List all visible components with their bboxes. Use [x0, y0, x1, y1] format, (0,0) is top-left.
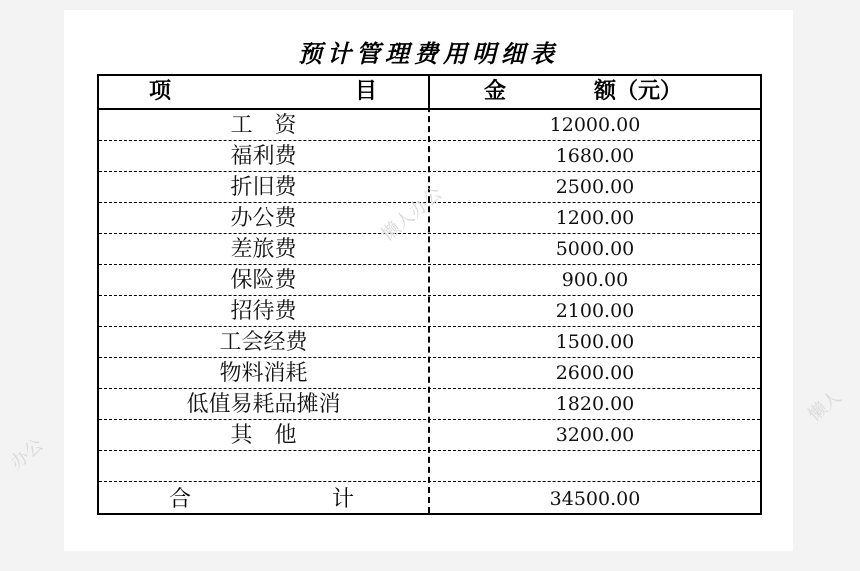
table-row: [99, 234, 760, 265]
table-header: [99, 76, 760, 110]
expense-table: [97, 74, 762, 515]
header-divider: [428, 76, 430, 108]
item-name: 差旅费: [230, 237, 297, 262]
header-item-right: 目: [355, 79, 378, 104]
item-amount: 1820.00: [555, 393, 635, 415]
item-name: [99, 451, 428, 482]
table-row: [99, 420, 760, 451]
item-name: 其 他: [230, 423, 297, 448]
item-name: 低值易耗品摊消: [186, 392, 341, 417]
table-row: [99, 296, 760, 327]
item-amount: [430, 451, 760, 482]
total-label-left: 合: [169, 487, 192, 512]
item-name: 福利费: [230, 144, 297, 169]
item-amount: 1680.00: [555, 145, 635, 167]
table-row: [99, 141, 760, 172]
total-value: 34500.00: [549, 488, 641, 510]
watermark: 懒人: [804, 386, 846, 426]
page-title: 预计管理费用明细表: [298, 40, 559, 68]
total-label-right: 计: [332, 487, 355, 512]
item-name: 工 资: [230, 113, 297, 138]
item-name: 办公费: [230, 206, 297, 231]
header-item-left: 项: [149, 79, 172, 104]
item-amount: 5000.00: [555, 238, 635, 260]
item-name: 折旧费: [230, 175, 297, 200]
table-row: [99, 358, 760, 389]
table-row: [99, 265, 760, 296]
header-amount-left: 金: [484, 79, 507, 104]
table-row: [99, 110, 760, 141]
watermark: 办公: [6, 434, 48, 474]
header-amount-right: 额（元）: [594, 79, 683, 104]
spreadsheet-page: [64, 10, 793, 551]
watermark: 懒人办公: [377, 182, 447, 246]
item-name: 保险费: [230, 268, 297, 293]
item-name: 工会经费: [219, 330, 308, 355]
item-amount: 1500.00: [555, 331, 635, 353]
item-amount: 2500.00: [555, 176, 635, 198]
item-amount: 12000.00: [549, 114, 641, 136]
item-name: 招待费: [230, 299, 297, 324]
item-amount: 900.00: [561, 269, 629, 291]
table-row: [99, 451, 760, 482]
item-amount: 2100.00: [555, 300, 635, 322]
item-amount: 2600.00: [555, 362, 635, 384]
table-row: [99, 327, 760, 358]
total-row: [99, 484, 760, 515]
item-amount: 3200.00: [555, 424, 635, 446]
item-name: 物料消耗: [219, 361, 308, 386]
table-row: [99, 389, 760, 420]
item-amount: 1200.00: [555, 207, 635, 229]
